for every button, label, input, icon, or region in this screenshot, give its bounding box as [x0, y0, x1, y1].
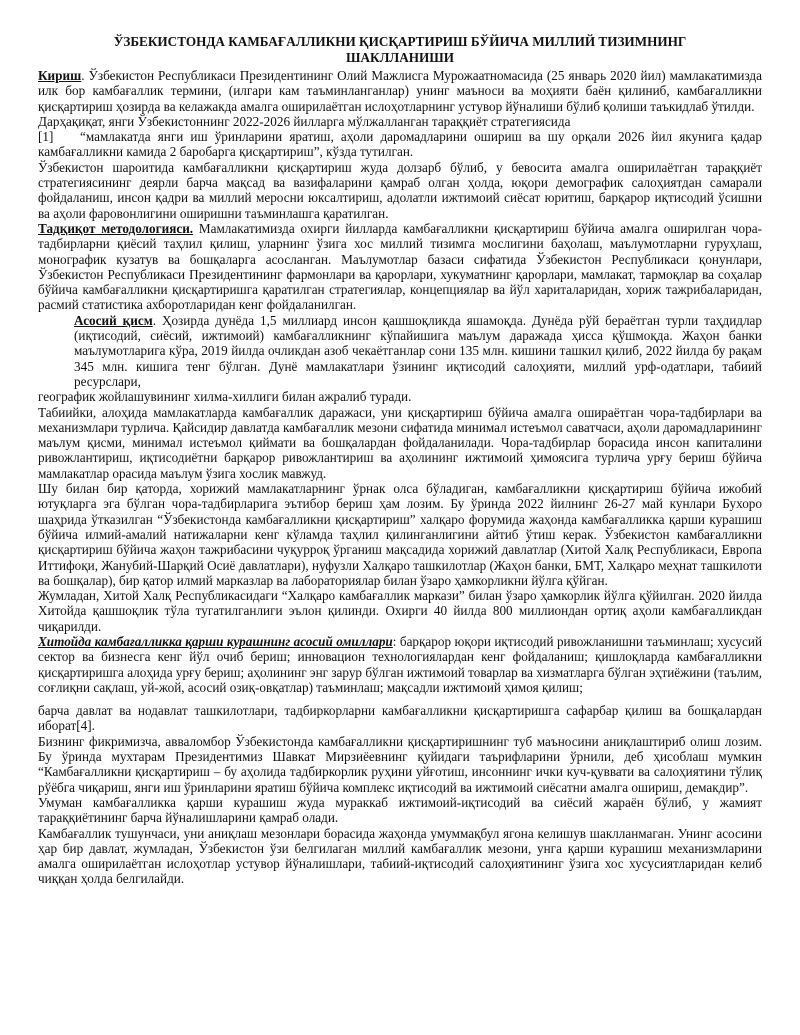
main-paragraph — [38, 313, 762, 389]
main-text: . Ҳозирда дунёда 1,5 миллиард инсон қашшоқликда яшамоқда. Дунёда рўй бераётган турли таҳдидлар (иқтисодий, сиёсий, ижтимоий) камбағалликнинг кўпайишига маълум даражада ҳисса қўшмоқда. Жаҳон банки маълумотларига кўра, 2019 йилда очликдан азоб чекаётганлар сони 135 млн. кишини ташкил қилиб, 2022 йилда бу рақам 345 млн. кишига тенг бўлган. Дунё мамлакатлари ўзининг иқтисодий салоҳияти, миллий урф-одатлари, табиий ресурслари, — [74, 312, 762, 389]
factors-paragraph — [38, 634, 762, 695]
concept-paragraph: Камбағаллик тушунчаси, уни аниқлаш мезонлари борасида жаҳонда умуммақбул ягона келишув шаклланмаган. Унинг асосини ҳар бир давлат, жумладан, Ўзбекистон ўзи белгилаган миллий камбағаллик мезони, унга қарши курашиш механизмларини амалга оширилаётган ислоҳотлар устувор йўналишлари, табиий-иқтисодий салоҳиятининг ўзига хос хусусиятларидан келиб чиққан ҳолда белгилайди. — [38, 825, 762, 887]
conditions-paragraph: Ўзбекистон шароитида камбағалликни қисқартириш жуда долзарб бўлиб, у бевосита амалга оширилаётган тараққиёт стратегиясининг деярли барча мақсад ва вазифаларини қамраб олган ҳолда, юқори демографик салоҳиятдан самарали фойдаланиш, инсон қадри ва миллий меросни юксалтириш, адолатли ижтимоий сиёсат юритиш, барқарор иқтисодий ўсишни ва аҳоли фаровонлигини оширишни таъминлашга қаратилган. — [38, 159, 762, 221]
intro-text: . Ўзбекистон Республикаси Президентининг Олий Мажлисга Мурожаатномасида (25 январь 2020 йил) мамлакатимизда илк бор камбағаллик термини, (илгари кам таъминланганлар) унинг маъноси ва моҳияти баён қилиниб, камбағалликни қисқартириш ҳозирда ва келажакда амалга оширилаётган ислоҳотларнинг устувор йўналиши бўлиб қолиши таъкидлаб ўтилди. — [38, 68, 762, 114]
title-line-2: ШАКЛЛАНИШИ — [346, 50, 454, 65]
china-paragraph: Жумладан, Хитой Халқ Республикасидаги “Халқаро камбағаллик маркази” билан ўзаро ҳамкорлик йўлга қўйилган. 2020 йилда Хитойда қашшоқлик тўла тугатилганлиги эълон қилинди. Охирги 40 йилда 800 миллиондан ортиқ аҳоли камбағалликдан чиқарилди. — [38, 588, 762, 634]
methodology-heading: Тадқиқот методологияси. — [38, 220, 194, 236]
quote-text: “мамлакатда янги иш ўринларини яратиш, аҳоли даромадларини ошириш ва шу орқали 2026 йил якунига қадар камбағалликни камида 2 баробарга қисқартириш”, кўзда тутилган. — [38, 129, 762, 160]
paragraph-gap — [38, 695, 762, 703]
reference-number: [1] — [38, 129, 54, 145]
general-paragraph: Умуман камбағалликка қарши курашиш жуда мураккаб ижтимоий-иқтисодий ва сиёсий жараён бўлиб, у жамият тараққиётининг барча йўналишларини қамраб олади. — [38, 794, 762, 826]
factors-text: : барқарор юқори иқтисодий ривожланишни таъминлаш; хусусий сектор ва бизнесга кенг йўл очиб бериш; инновацион технологиялардан кенг фойдаланиш; қишлоқларда камбағалликни қисқартиришга алоҳида урғу бериш; аҳолининг энг зарур бўлган ижтимоий товарлар ва хизматларга бўлган эҳтиёжини (таълим, соғлиқни сақлаш, уй-жой, асосий озиқ-овқатлар) таъминлаш; мақсадли ижтимоий ҳимоя қилиш; — [38, 633, 762, 695]
foreign-paragraph: Шу билан бир қаторда, хорижий мамлакатларнинг ўрнак олса бўладиган, камбағалликни қисқартириш бўйича ижобий ютуқларга эга бўлган чора-тадбирларига эътибор бериш ҳам лозим. Бу ўринда 2022 йилнинг 26-27 май кунлари Бухоро шаҳрида ўтказилган “Ўзбекистонда камбағалликни қисқартириш” халқаро форумида жаҳонда камбағалликка қарши курашиш бўйича илмий-амалий натижаларни кенг кўламда таҳлил қилинганлигини айтиб ўтиш керак. Ўзбекистон камбағалликни қисқартириш бўйича жаҳон тажрибасини чуқурроқ ўрганиш мақсадида хорижий давлатлар (Хитой Халқ Республикаси, Европа Иттифоқи, Жанубий-Шарқий Осиё давлатлари), нуфузли Халқаро ташкилотлар (Жаҳон банки, БМТ, Халқаро меҳнат ташкилоти ва бошқалар), бир қатор илмий марказлар ва лабораториялар билан ўзаро ҳамкорликни йўлга қўйган. — [38, 481, 762, 588]
state-paragraph: барча давлат ва нодавлат ташкилотлари, тадбиркорларни камбағалликни қисқартиришга сафарбар қилиш ва бошқалардан иборат[4]. — [38, 703, 762, 734]
geo-paragraph: географик жойлашувининг хилма-хиллиги билан ажралиб туради. — [38, 389, 412, 405]
intro-heading: Кириш — [38, 68, 82, 83]
natural-paragraph: Табиийки, алоҳида мамлакатларда камбағаллик даражаси, уни қисқартириш бўйича амалга ошираётган чора-тадбирлари ва механизмлари турлича. Қайсидир давлатда камбағаллик мезони сифатида минимал истеъмол саватчаси, аҳоли даромадларининг маълум қисми, минимал истеъмол қиймати ва бошқалардан фойдаланилади. Чора-тадбирлар борасида инсон капиталини ривожлантириш, иқтисодиётни барқарор ривожлантириш ва аҳолининг ижтимоий ҳимоясига турлича урғу бериш бўйича мамлакатлар орасида маълум ўзига хослик мавжуд. — [38, 404, 762, 481]
methodology-paragraph — [38, 221, 762, 313]
factors-heading: Хитойда камбағалликка қарши курашнинг асосий омиллари — [38, 633, 393, 649]
main-heading: Асосий қисм — [74, 312, 153, 328]
quote-paragraph — [38, 129, 762, 160]
intro-paragraph — [38, 68, 762, 114]
document-title — [36, 34, 764, 66]
title-line-1: ЎЗБЕКИСТОНДА КАМБАҒАЛЛИКНИ ҚИСҚАРТИРИШ БЎЙИЧА МИЛЛИЙ ТИЗИМНИНГ — [113, 34, 687, 49]
opinion-paragraph: Бизнинг фикримизча, авваломбор Ўзбекистонда камбағалликни қисқартиришнинг туб маъносини аниқлаштириб олиш лозим. Бу ўринда мухтарам Президентимиз Шавкат Мирзиёевнинг қуйидаги таърифларини ўрнили, деб ҳисоблаш мумкин “Камбағалликни қисқартириш – бу аҳолида тадбиркорлик руҳини уйғотиш, инсоннинг ички куч-қуввати ва салоҳиятини тўлиқ рўёбга чиқариш, янги иш ўринларини яратиш бўйича комплекс иқтисодий ва ижтимоий сиёсатни амалга ошириш, демакдир”. — [38, 733, 762, 795]
strategy-paragraph: Дарҳақиқат, янги Ўзбекистоннинг 2022-2026 йилларга мўлжалланган тараққиёт стратегиясида — [38, 113, 571, 129]
methodology-text: Мамлакатимизда охирги йилларда камбағалликни қисқартириш бўйича амалга оширилган чора-тадбирларни қиёсий таҳлил қилиш, уларнинг ўзига хос миллий тизимга мослигини баҳолаш, маълумотларни гуруҳлаш, монографик кузатув ва бошқаларга асосланган. Маълумотлар базаси сифатида Ўзбекистон Республикаси қонунлари, Ўзбекистон Республикаси Президентининг фармонлари ва қарорлари, хукуматнинг қарорлари, мамлакат, тармоқлар ва соҳалар бўйича камбағалликни қисқартиришга қаратилган стратегиялар, концепциялар ва йўл хариталаридан, хориж тажрибаларидан, расмий статистика ахборотларидан кенг фойдаланилган. — [38, 220, 762, 313]
document-body — [38, 68, 762, 887]
